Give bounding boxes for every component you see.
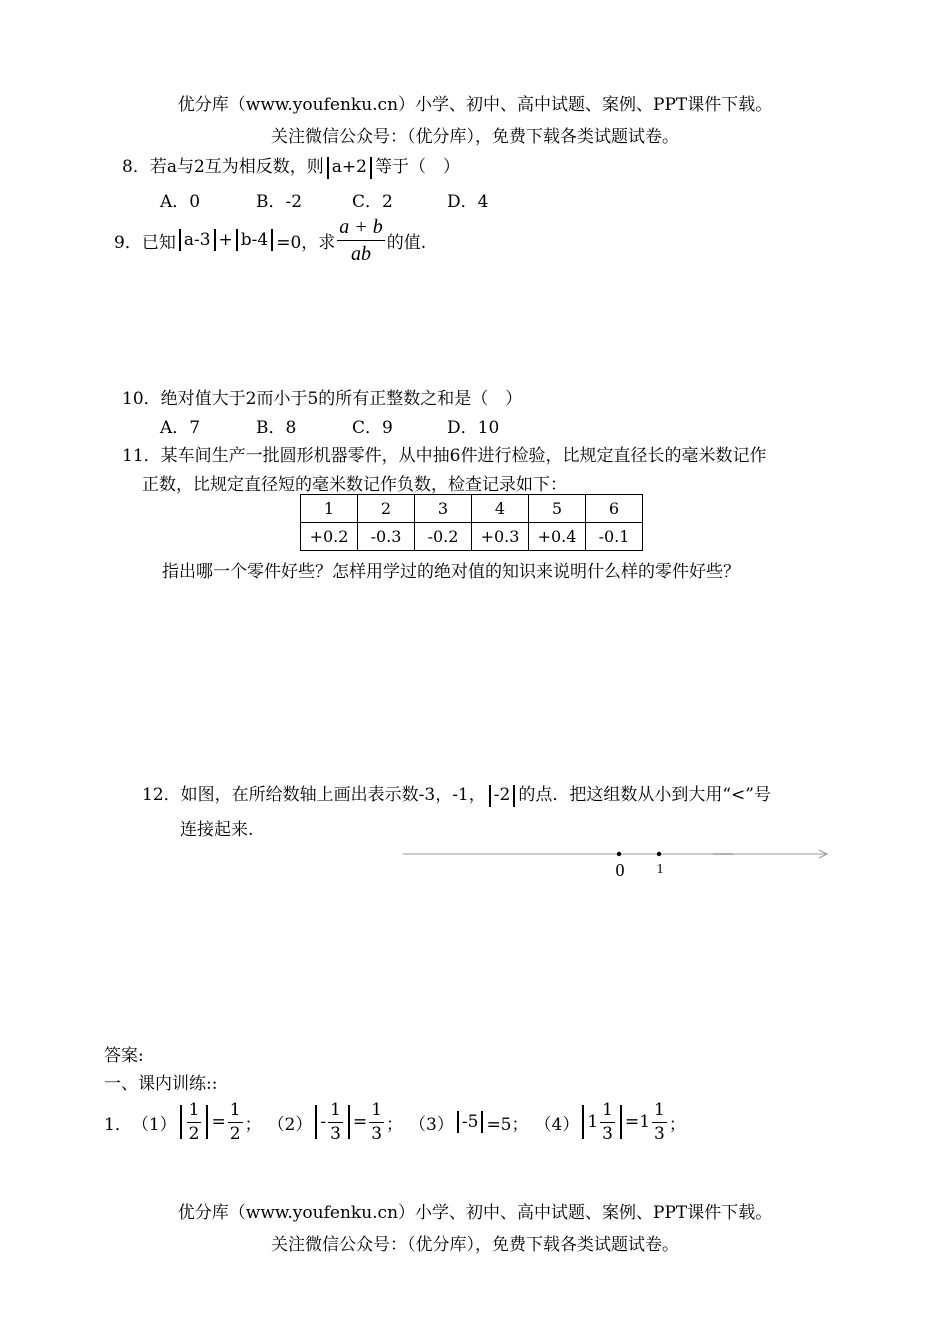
q10-option-a: A．7 bbox=[160, 418, 201, 438]
inspection-table bbox=[300, 494, 643, 551]
fraction bbox=[652, 1101, 667, 1143]
answers-title: 答案: bbox=[104, 1046, 144, 1066]
table-cell: 3 bbox=[415, 495, 472, 523]
question-12-line-1 bbox=[142, 784, 771, 807]
separator: ； bbox=[244, 1114, 262, 1135]
q10-option-b: B．8 bbox=[256, 418, 297, 438]
header-line-2: 关注微信公众号：（优分库），免费下载各类试题试卷。 bbox=[271, 127, 679, 147]
q12-text: 12．如图，在所给数轴上画出表示数-3，-1， bbox=[142, 785, 486, 805]
part-3: （3） bbox=[409, 1114, 454, 1135]
number-line bbox=[395, 842, 840, 882]
abs-bar bbox=[620, 1105, 622, 1139]
q10-option-c: C．9 bbox=[352, 418, 393, 438]
q9-fraction bbox=[337, 216, 385, 265]
question-10: 10．绝对值大于2而小于5的所有正整数之和是（ ） bbox=[122, 389, 523, 409]
answer-number: 1． bbox=[104, 1114, 132, 1135]
abs-bar bbox=[214, 229, 216, 251]
abs-bar bbox=[489, 785, 491, 807]
denominator: 2 bbox=[229, 1123, 241, 1144]
q8-option-c: C．2 bbox=[352, 192, 393, 212]
table-cell: +0.4 bbox=[529, 523, 586, 551]
numerator: 1 bbox=[328, 1101, 343, 1123]
header-line-1: 优分库（www.youfenku.cn）小学、初中、高中试题、案例、PPT课件下载。 bbox=[177, 95, 773, 115]
equals: = bbox=[352, 1112, 368, 1132]
fraction bbox=[600, 1101, 615, 1143]
abs-bar bbox=[582, 1105, 584, 1139]
q8-option-b: B．-2 bbox=[256, 192, 303, 212]
q9-plus: + bbox=[218, 230, 233, 250]
origin-point bbox=[617, 852, 621, 856]
part-1: （1） bbox=[131, 1114, 177, 1135]
separator: ； bbox=[386, 1114, 404, 1135]
q8-tail: 等于（ ） bbox=[374, 157, 460, 177]
question-11-prompt: 指出哪一个零件好些？怎样用学过的绝对值的知识来说明什么样的零件好些？ bbox=[162, 562, 740, 582]
denominator: 3 bbox=[654, 1123, 665, 1144]
abs-bar bbox=[236, 229, 238, 251]
question-9 bbox=[114, 212, 426, 268]
table-cell: 4 bbox=[472, 495, 529, 523]
answer-1 bbox=[104, 1096, 686, 1148]
abs-bar bbox=[315, 1105, 317, 1139]
numerator: 1 bbox=[228, 1101, 243, 1123]
unit-point bbox=[657, 852, 661, 856]
numerator: 1 bbox=[652, 1101, 667, 1123]
q8-option-a: A．0 bbox=[160, 192, 201, 212]
minus-sign: - bbox=[320, 1112, 327, 1132]
fraction bbox=[328, 1101, 343, 1143]
table-row bbox=[301, 523, 643, 551]
denominator: 3 bbox=[371, 1123, 383, 1144]
question-11-line-2: 正数，比规定直径短的毫米数记作负数，检查记录如下： bbox=[142, 475, 567, 495]
q10-option-d: D．10 bbox=[447, 418, 500, 438]
part-2: （2） bbox=[267, 1114, 313, 1135]
footer-line-1: 优分库（www.youfenku.cn）小学、初中、高中试题、案例、PPT课件下载。 bbox=[177, 1203, 773, 1223]
table-cell: +0.2 bbox=[301, 523, 358, 551]
table-cell: 2 bbox=[358, 495, 415, 523]
result: =5； bbox=[486, 1114, 529, 1135]
question-12-line-2: 连接起来. bbox=[180, 820, 254, 840]
whole-part: 1 bbox=[587, 1112, 599, 1132]
abs-bar bbox=[513, 785, 515, 807]
abs-bar bbox=[271, 229, 273, 251]
q8-text: 8．若a与2互为相反数，则 bbox=[122, 157, 324, 177]
answers-section: 一、课内训练:: bbox=[104, 1074, 218, 1094]
part-4: （4） bbox=[534, 1114, 580, 1135]
denominator: 3 bbox=[602, 1123, 613, 1144]
q12-tail: 的点．把这组数从小到大用“<”号 bbox=[518, 785, 771, 805]
question-8 bbox=[122, 156, 460, 179]
q9-equals: =0，求 bbox=[276, 232, 336, 253]
q8-abs: a+2 bbox=[331, 157, 367, 177]
denominator: 3 bbox=[330, 1123, 341, 1144]
question-11-line-1: 11．某车间生产一批圆形机器零件，从中抽6件进行检验，比规定直径长的毫米数记作 bbox=[122, 446, 767, 466]
abs-bar bbox=[179, 229, 181, 251]
footer-line-2: 关注微信公众号：（优分库），免费下载各类试题试卷。 bbox=[271, 1235, 679, 1255]
q9-abs-2: b-4 bbox=[240, 230, 269, 250]
abs-bar bbox=[206, 1105, 208, 1139]
q9-tail: 的值. bbox=[386, 232, 427, 253]
q12-abs: -2 bbox=[493, 785, 511, 805]
table-cell: +0.3 bbox=[472, 523, 529, 551]
fraction bbox=[228, 1101, 243, 1143]
denominator: 2 bbox=[188, 1123, 200, 1144]
equals: = bbox=[211, 1112, 226, 1132]
numerator: 1 bbox=[369, 1101, 384, 1123]
abs-bar bbox=[481, 1111, 483, 1133]
abs-bar bbox=[370, 157, 372, 179]
table-cell: -0.1 bbox=[586, 523, 643, 551]
separator: ； bbox=[668, 1114, 686, 1135]
q8-option-d: D．4 bbox=[447, 192, 489, 212]
table-cell: 6 bbox=[586, 495, 643, 523]
table-header-row bbox=[301, 495, 643, 523]
equals-one: =1 bbox=[624, 1112, 651, 1132]
numerator: 1 bbox=[600, 1101, 615, 1123]
q9-denominator: ab bbox=[351, 242, 372, 265]
table-cell: 1 bbox=[301, 495, 358, 523]
fraction bbox=[369, 1101, 384, 1143]
q9-numerator: a + b bbox=[337, 216, 385, 241]
table-cell: 5 bbox=[529, 495, 586, 523]
axis-label-1: 1 bbox=[656, 862, 664, 877]
table-cell: -0.3 bbox=[358, 523, 415, 551]
q9-text: 9．已知 bbox=[114, 232, 176, 253]
table-cell: -0.2 bbox=[415, 523, 472, 551]
numerator: 1 bbox=[187, 1101, 202, 1123]
abs-bar bbox=[457, 1111, 459, 1133]
q9-abs-1: a-3 bbox=[183, 230, 211, 250]
abs-bar bbox=[180, 1105, 182, 1139]
abs-bar bbox=[348, 1105, 350, 1139]
abs-value: -5 bbox=[461, 1112, 479, 1132]
fraction bbox=[187, 1101, 202, 1143]
abs-bar bbox=[327, 157, 329, 179]
axis-label-0: 0 bbox=[615, 860, 625, 880]
